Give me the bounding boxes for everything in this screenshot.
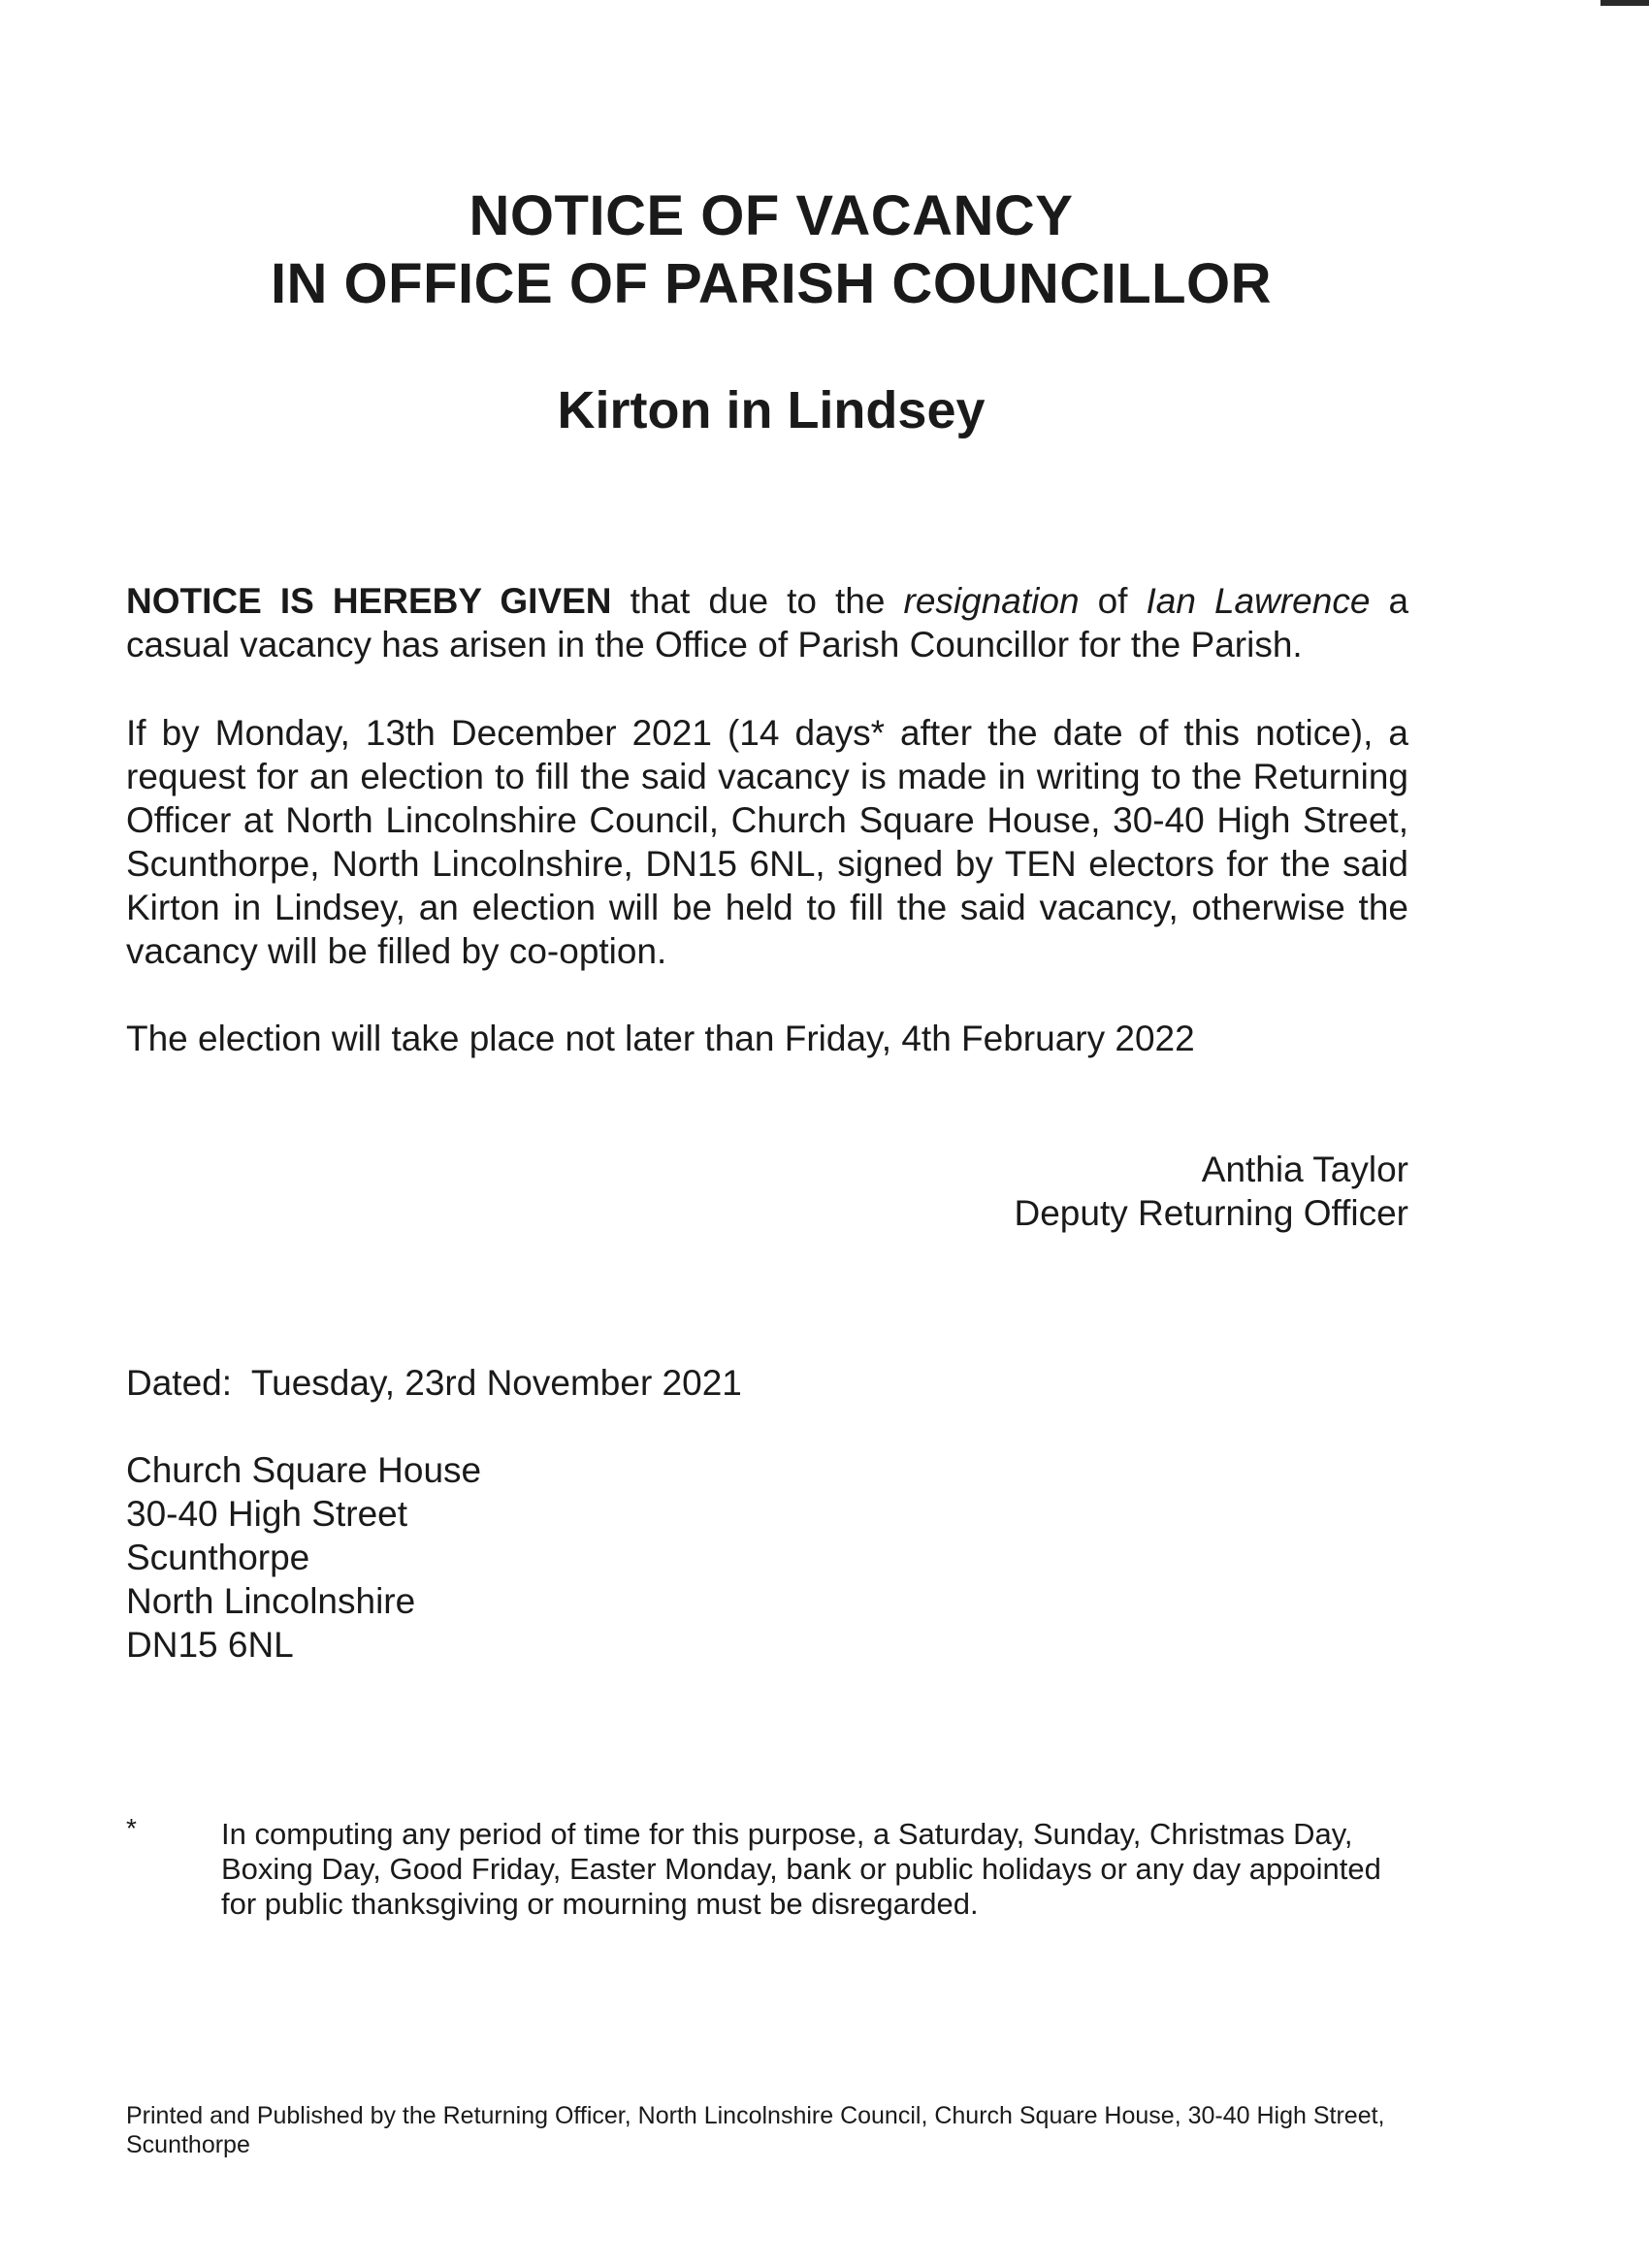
- address-line: 30-40 High Street: [126, 1494, 408, 1534]
- scan-edge-mark: [1600, 0, 1649, 6]
- address-line: DN15 6NL: [126, 1625, 294, 1665]
- address-line: Church Square House: [126, 1450, 482, 1490]
- notice-date: Dated: Tuesday, 23rd November 2021: [126, 1363, 742, 1403]
- address-line: Scunthorpe: [126, 1538, 310, 1577]
- p1-text-3: a casual vacancy has arisen in the Office of Parish Councillor for the Parish.: [126, 581, 1409, 664]
- p1-text-2: of: [1079, 581, 1147, 621]
- signature-block: [1014, 1148, 1408, 1235]
- p1-text-1: that due to the: [611, 581, 904, 621]
- footnote-text: In computing any period of time for this purpose, a Saturday, Sunday, Christmas Day, Boxing Day, Good Friday, Easter Monday, bank or public holidays or any day appointed for public thanksgiving or mourning must be disregarded.: [221, 1817, 1381, 1921]
- signatory-title: Deputy Returning Officer: [1014, 1193, 1408, 1233]
- title-line-2: IN OFFICE OF PARISH COUNCILLOR: [270, 252, 1273, 315]
- notice-paragraph-2: If by Monday, 13th December 2021 (14 days* after the date of this notice), a request for an election to fill the said vacancy is made in writing to the Returning Officer at North Lincolnshire Council, Church Square House, 30-40 High Street, Scunthorpe, North Lincolnshire, DN15 6NL, signed by TEN electors for the said Kirton in Lindsey, an election will be held to fill the said vacancy, otherwise the vacancy will be filled by co-option.: [126, 713, 1408, 971]
- notice-title: [0, 182, 1542, 318]
- former-councillor-name: Ian Lawrence: [1146, 581, 1371, 621]
- notice-paragraph-3: The election will take place not later than Friday, 4th February 2022: [126, 1019, 1195, 1058]
- address-block: [126, 1448, 481, 1667]
- signatory-name: Anthia Taylor: [1201, 1150, 1408, 1189]
- notice-paragraph-1: [126, 579, 1408, 666]
- notice-lead: NOTICE IS HEREBY GIVEN: [126, 581, 612, 621]
- title-line-1: NOTICE OF VACANCY: [469, 184, 1074, 247]
- footnote-asterisk: *: [126, 1813, 137, 1843]
- imprint-text: Printed and Published by the Returning Officer, North Lincolnshire Council, Church Square House, 30-40 High Street, Scunthorpe: [126, 2102, 1385, 2158]
- vacancy-reason: resignation: [903, 581, 1080, 621]
- parish-name: Kirton in Lindsey: [557, 381, 986, 439]
- address-line: North Lincolnshire: [126, 1581, 416, 1621]
